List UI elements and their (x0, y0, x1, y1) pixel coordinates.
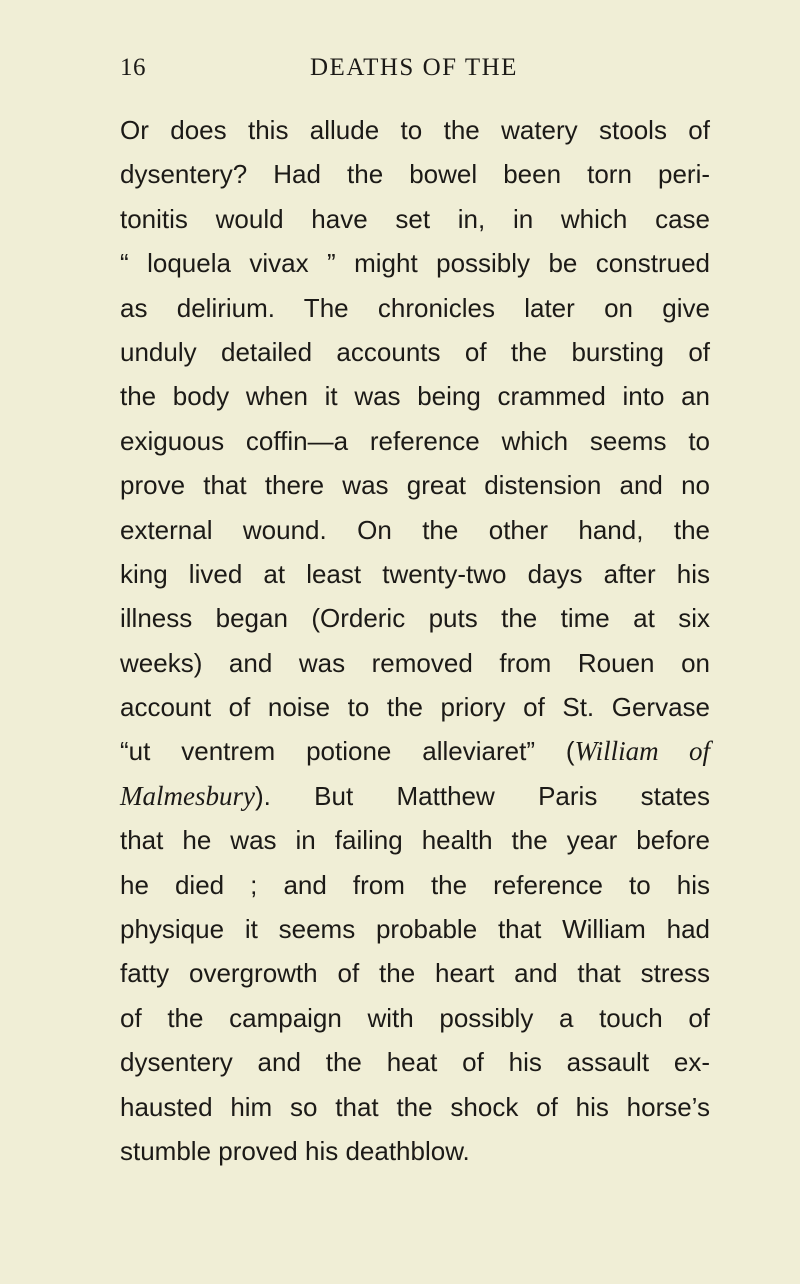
text-line: of the campaign with possibly a touch of (120, 1002, 710, 1033)
text-line: stumble proved his deathblow. (120, 1135, 470, 1166)
text-line: that he was in failing health the year before (120, 825, 710, 856)
text-line: unduly detailed accounts of the bursting of (120, 336, 710, 367)
text-line: prove that there was great distension and no (120, 470, 710, 501)
text-line (120, 774, 710, 818)
text-line: account of noise to the priory of St. Gervase (120, 692, 710, 723)
text-line: as delirium. The chronicles later on give (120, 292, 710, 323)
text-line: external wound. On the other hand, the (120, 514, 710, 545)
italic-citation: Malmesbury (120, 780, 255, 811)
text-line: hausted him so that the shock of his horse’s (120, 1091, 710, 1122)
text-line: he died ; and from the reference to his (120, 869, 710, 900)
text-line: physique it seems probable that William had (120, 914, 710, 945)
text-segment: ). But Matthew Paris states (254, 780, 710, 811)
text-line: Or does this allude to the watery stools of (120, 115, 710, 145)
text-line: king lived at least twenty-two days after his (120, 558, 710, 589)
text-line: weeks) and was removed from Rouen on (120, 647, 710, 678)
text-line: “ loquela vivax ” might possibly be construed (120, 248, 710, 279)
text-line: the body when it was being crammed into an (120, 381, 710, 412)
body-paragraph (120, 108, 710, 1173)
text-line (120, 729, 710, 773)
text-line: exiguous coffin—a reference which seems to (120, 425, 710, 456)
running-head: DEATHS OF THE (310, 54, 518, 81)
text-line: dysentery and the heat of his assault ex- (120, 1047, 710, 1078)
text-line: fatty overgrowth of the heart and that stress (120, 958, 710, 989)
page-number: 16 (120, 54, 146, 81)
text-line: dysentery? Had the bowel been torn peri- (120, 159, 710, 190)
text-segment: “ut ventrem potione alleviaret” ( (120, 736, 575, 767)
italic-citation: William of (574, 736, 711, 767)
page-header (120, 54, 720, 94)
text-line: illness began (Orderic puts the time at six (120, 603, 710, 634)
text-line: tonitis would have set in, in which case (120, 203, 710, 234)
